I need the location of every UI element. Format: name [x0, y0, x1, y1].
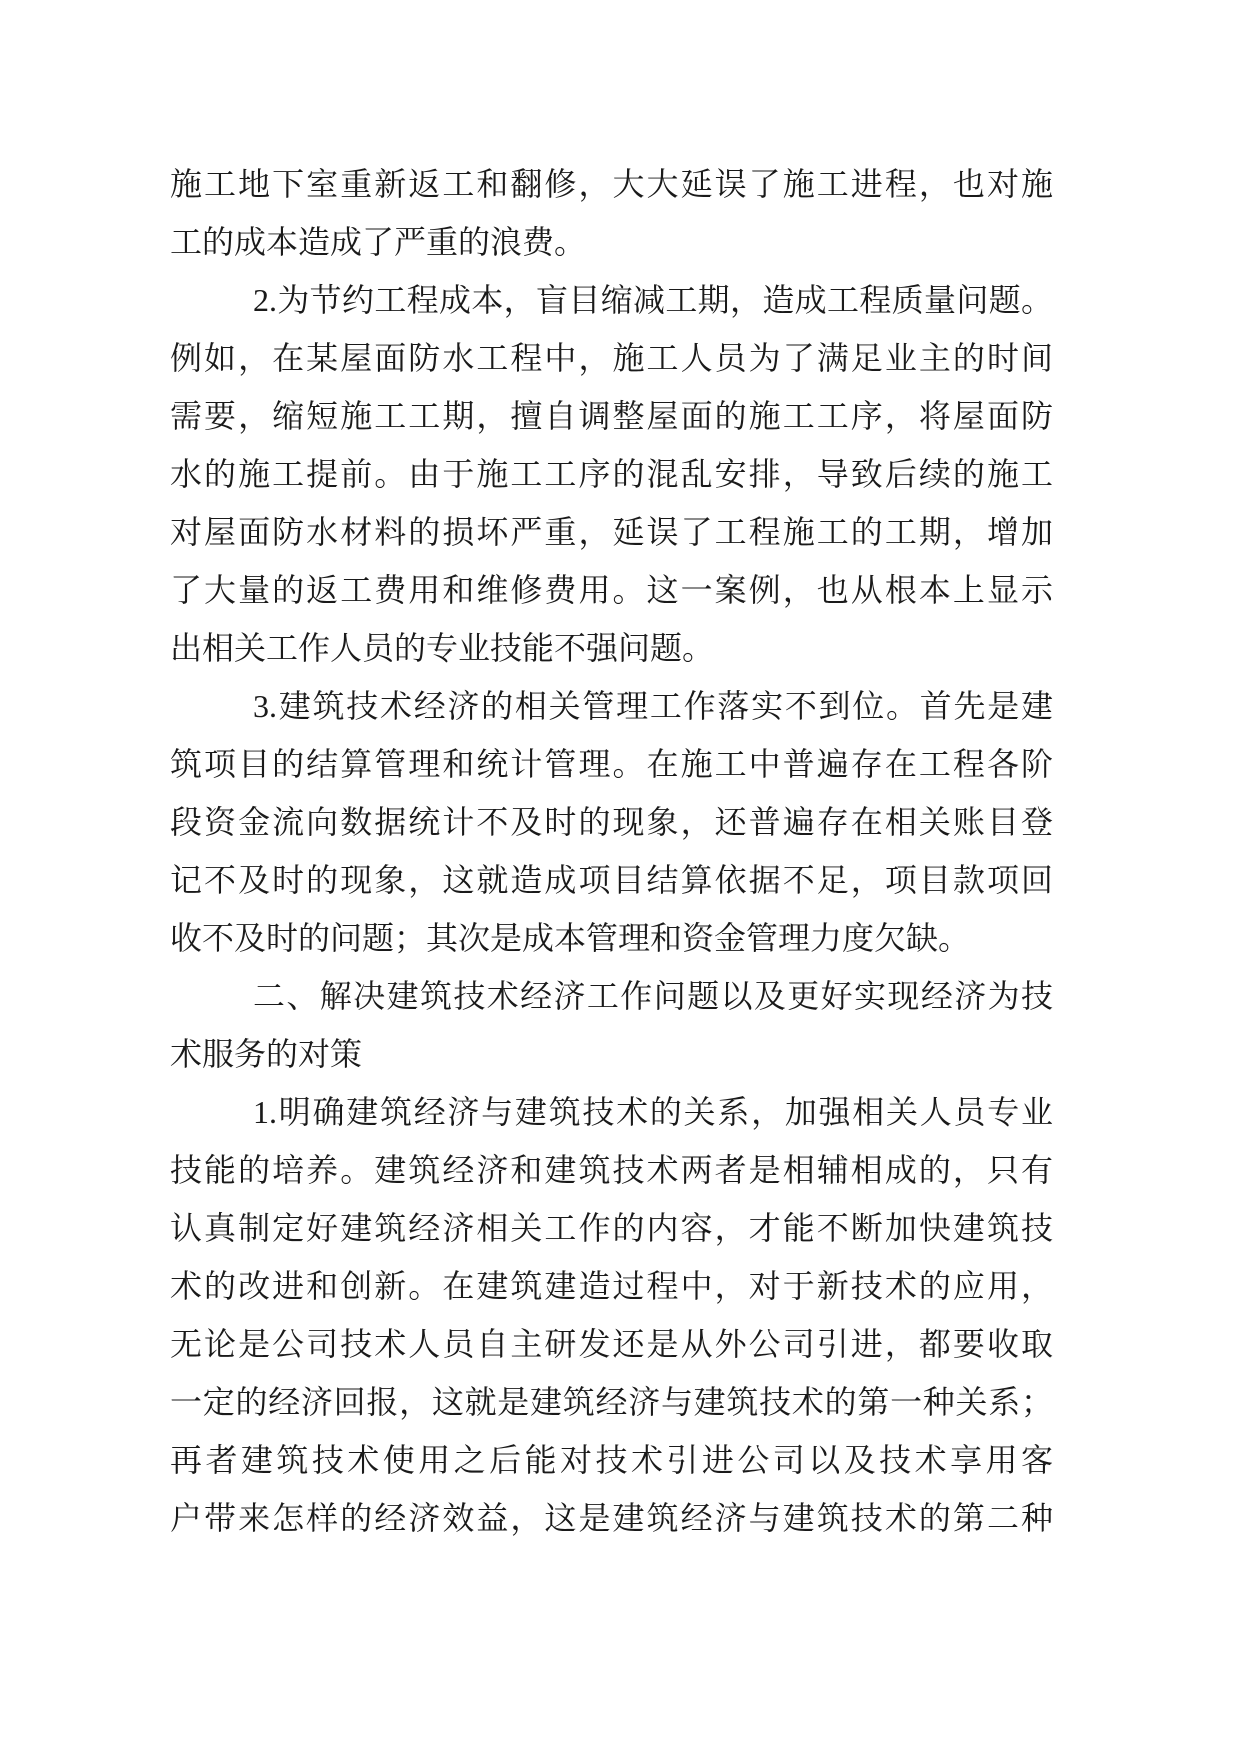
text-line: 2.为节约工程成本，盲目缩减工期，造成工程质量问题。 — [253, 282, 1053, 318]
text-line: 了大量的返工费用和维修费用。这一案例，也从根本上显示 — [170, 572, 1053, 608]
text-line: 术服务的对策 — [170, 1036, 363, 1072]
text-line: 对屋面防水材料的损坏严重，延误了工程施工的工期，增加 — [170, 514, 1053, 550]
text-line: 二、解决建筑技术经济工作问题以及更好实现经济为技 — [253, 978, 1053, 1014]
text-line: 3.建筑技术经济的相关管理工作落实不到位。首先是建 — [253, 688, 1053, 724]
text-line: 再者建筑技术使用之后能对技术引进公司以及技术享用客 — [170, 1442, 1053, 1478]
text-line: 收不及时的问题；其次是成本管理和资金管理力度欠缺。 — [170, 920, 971, 956]
text-line: 无论是公司技术人员自主研发还是从外公司引进，都要收取 — [170, 1326, 1053, 1362]
text-line: 户带来怎样的经济效益，这是建筑经济与建筑技术的第二种 — [170, 1500, 1053, 1536]
text-line: 记不及时的现象，这就造成项目结算依据不足，项目款项回 — [170, 862, 1053, 898]
text-line: 出相关工作人员的专业技能不强问题。 — [170, 630, 715, 666]
text-line: 工的成本造成了严重的浪费。 — [170, 224, 587, 260]
text-line: 施工地下室重新返工和翻修，大大延误了施工进程，也对施 — [170, 166, 1053, 202]
text-line: 1.明确建筑经济与建筑技术的关系，加强相关人员专业 — [253, 1094, 1053, 1130]
text-line: 水的施工提前。由于施工工序的混乱安排，导致后续的施工 — [170, 456, 1053, 492]
text-line: 例如，在某屋面防水工程中，施工人员为了满足业主的时间 — [170, 340, 1053, 376]
document-text-block — [170, 155, 1053, 1547]
text-line: 术的改进和创新。在建筑建造过程中，对于新技术的应用， — [170, 1268, 1053, 1304]
text-line: 需要，缩短施工工期，擅自调整屋面的施工工序，将屋面防 — [170, 398, 1053, 434]
text-line: 一定的经济回报，这就是建筑经济与建筑技术的第一种关系； — [170, 1384, 1053, 1420]
text-line: 段资金流向数据统计不及时的现象，还普遍存在相关账目登 — [170, 804, 1053, 840]
text-line: 认真制定好建筑经济相关工作的内容，才能不断加快建筑技 — [170, 1210, 1053, 1246]
text-line: 技能的培养。建筑经济和建筑技术两者是相辅相成的，只有 — [170, 1152, 1053, 1188]
text-line: 筑项目的结算管理和统计管理。在施工中普遍存在工程各阶 — [170, 746, 1053, 782]
